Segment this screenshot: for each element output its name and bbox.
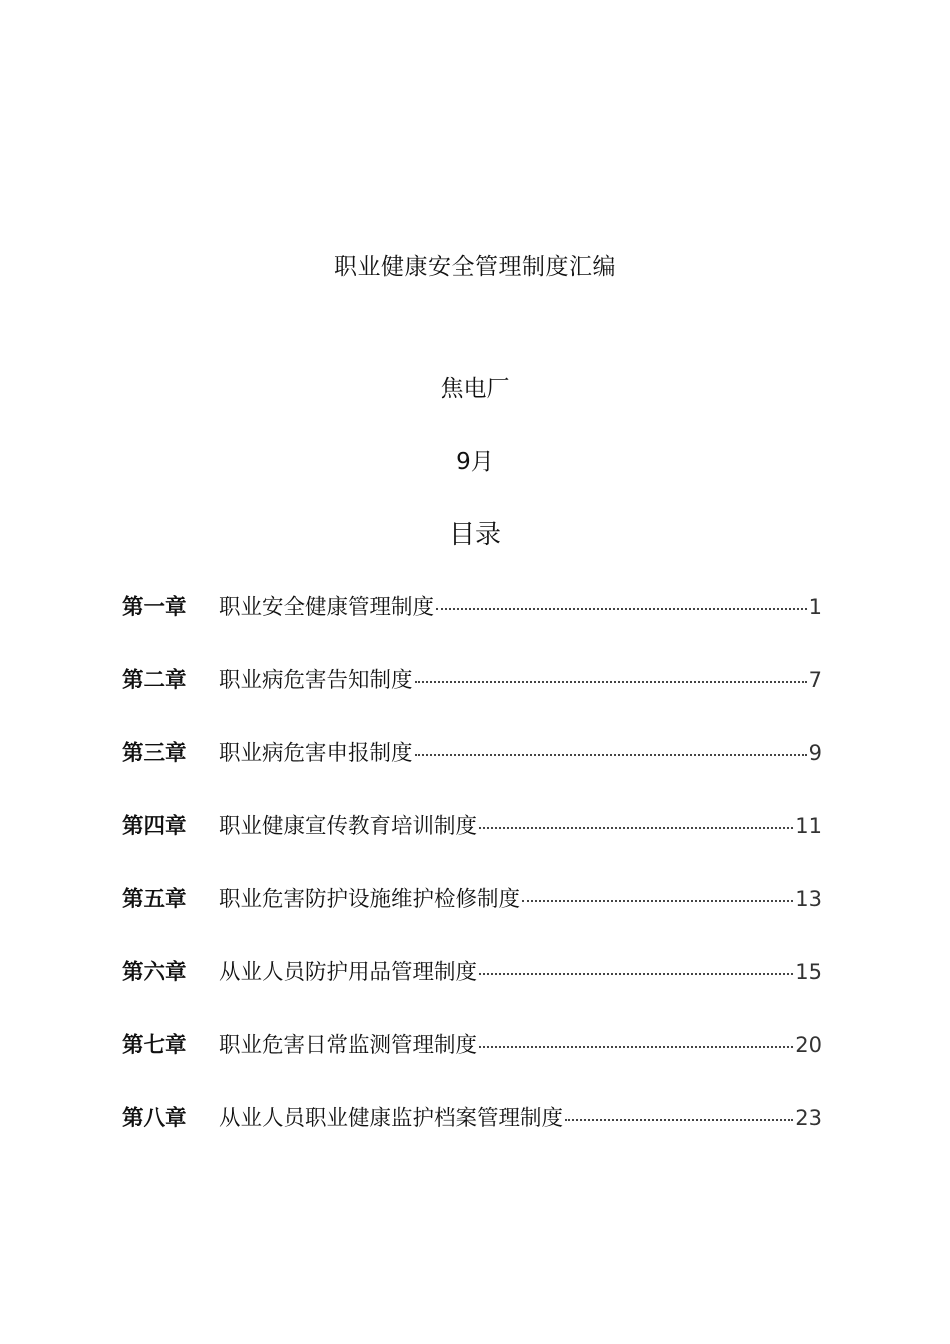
toc-entry[interactable] [122, 736, 822, 809]
toc-entry[interactable] [122, 663, 822, 736]
toc-entry[interactable] [122, 1028, 822, 1101]
toc-dot-leader [479, 827, 793, 829]
toc-entry-title: 从业人员防护用品管理制度 [219, 960, 478, 985]
toc-dot-leader [415, 681, 807, 683]
toc-dot-leader [522, 900, 793, 902]
toc-entry[interactable] [122, 955, 822, 1028]
document-date: 9月 [456, 449, 494, 475]
toc-entry-title: 职业安全健康管理制度 [219, 595, 435, 620]
table-of-contents [122, 590, 822, 1174]
toc-chapter-number: 第六章 [122, 960, 187, 985]
document-title: 职业健康安全管理制度汇编 [334, 254, 616, 280]
toc-chapter-number: 第三章 [122, 741, 187, 766]
toc-page-number: 9 [808, 741, 822, 765]
toc-chapter-number: 第一章 [122, 595, 187, 620]
toc-entry[interactable] [122, 809, 822, 882]
toc-page-number: 13 [795, 887, 822, 911]
toc-page-number: 23 [795, 1106, 822, 1130]
toc-chapter-number: 第四章 [122, 814, 187, 839]
toc-chapter-number: 第二章 [122, 668, 187, 693]
toc-page-number: 1 [808, 595, 822, 619]
toc-chapter-number: 第八章 [122, 1106, 187, 1131]
toc-entry-title: 从业人员职业健康监护档案管理制度 [219, 1106, 564, 1131]
toc-entry[interactable] [122, 882, 822, 955]
toc-heading: 目录 [448, 520, 501, 550]
toc-entry[interactable] [122, 590, 822, 663]
toc-entry-title: 职业病危害告知制度 [219, 668, 413, 693]
toc-page-number: 15 [795, 960, 822, 984]
toc-page-number: 7 [808, 668, 822, 692]
toc-dot-leader [479, 973, 793, 975]
toc-dot-leader [436, 608, 807, 610]
toc-entry[interactable] [122, 1101, 822, 1174]
toc-chapter-number: 第七章 [122, 1033, 187, 1058]
toc-chapter-number: 第五章 [122, 887, 187, 912]
toc-page-number: 20 [795, 1033, 822, 1057]
toc-dot-leader [415, 754, 807, 756]
toc-entry-title: 职业病危害申报制度 [219, 741, 413, 766]
toc-entry-title: 职业健康宣传教育培训制度 [219, 814, 478, 839]
toc-entry-title: 职业危害日常监测管理制度 [219, 1033, 478, 1058]
toc-dot-leader [565, 1119, 793, 1121]
toc-page-number: 11 [795, 814, 822, 838]
organization-name: 焦电厂 [440, 376, 510, 402]
toc-dot-leader [479, 1046, 793, 1048]
toc-entry-title: 职业危害防护设施维护检修制度 [219, 887, 521, 912]
